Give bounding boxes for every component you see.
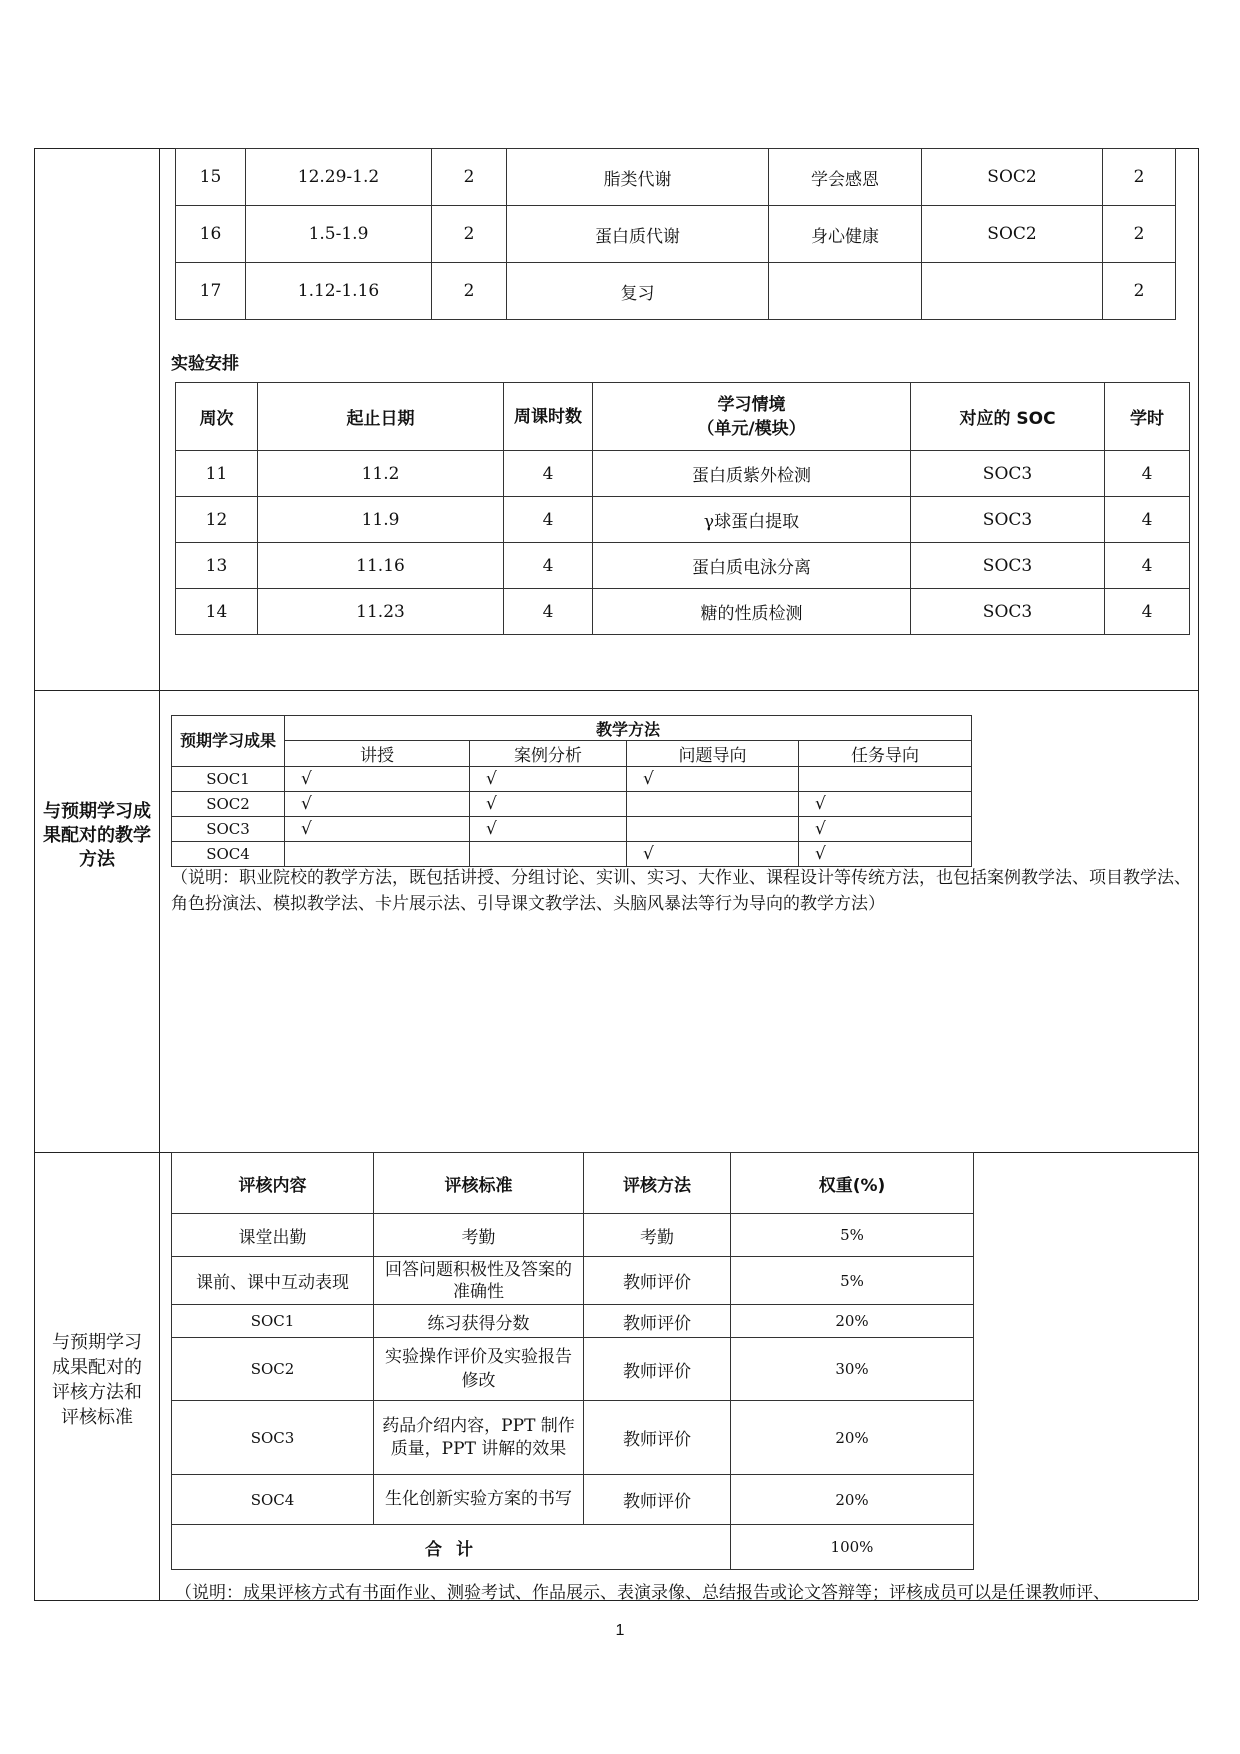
method-case: 案例分析 (470, 741, 627, 767)
topic-cell: γ球蛋白提取 (593, 497, 911, 543)
hours-cell: 4 (504, 589, 593, 635)
weight-cell: 20% (731, 1401, 974, 1475)
topic-cell: 蛋白质代谢 (507, 206, 769, 263)
content-cell: 课堂出勤 (172, 1214, 374, 1257)
ideology-cell: 学会感恩 (769, 149, 922, 206)
content-cell: SOC2 (172, 1338, 374, 1401)
header-hours: 周课时数 (504, 383, 593, 451)
table-row (172, 767, 972, 792)
soc-cell: SOC2 (922, 149, 1103, 206)
table-row (176, 206, 1176, 263)
method-task: 任务导向 (799, 741, 972, 767)
header-weight: 权重(%) (731, 1153, 974, 1214)
dates-cell: 1.12-1.16 (246, 263, 432, 320)
topic-cell: 复习 (507, 263, 769, 320)
standard-cell: 生化创新实验方案的书写 (374, 1475, 584, 1525)
table-row (172, 1475, 974, 1525)
ideology-cell (769, 263, 922, 320)
table-row (172, 842, 972, 867)
hours-cell: 4 (504, 451, 593, 497)
credit-cell: 2 (1103, 149, 1176, 206)
page-number: 1 (615, 1622, 625, 1639)
soc-cell: SOC3 (911, 589, 1105, 635)
header-methods: 教学方法 (285, 716, 972, 741)
teaching-side-label: 与预期学习成果配对的教学方法 (43, 801, 151, 870)
table-row (172, 817, 972, 842)
soc-cell: SOC3 (172, 817, 285, 842)
header-standard: 评核标准 (374, 1153, 584, 1214)
ideology-cell: 身心健康 (769, 206, 922, 263)
header-week: 周次 (176, 383, 258, 451)
table-row (172, 1401, 974, 1475)
week-cell: 11 (176, 451, 258, 497)
credit-cell: 4 (1105, 589, 1190, 635)
weight-cell: 20% (731, 1475, 974, 1525)
check-cell: √ (285, 792, 470, 817)
header-credit: 学时 (1105, 383, 1190, 451)
table-row (172, 1338, 974, 1401)
experiment-table (175, 382, 1190, 635)
topic-cell: 糖的性质检测 (593, 589, 911, 635)
topic-cell: 脂类代谢 (507, 149, 769, 206)
week-cell: 13 (176, 543, 258, 589)
frame-divider-1 (34, 690, 1198, 691)
assessment-side-label: 与预期学习成果配对的评核方法和评核标准 (52, 1332, 142, 1428)
soc-cell: SOC4 (172, 842, 285, 867)
header-outcome: 预期学习成果 (172, 716, 285, 767)
weight-cell: 30% (731, 1338, 974, 1401)
check-cell: √ (627, 767, 799, 792)
hours-cell: 4 (504, 543, 593, 589)
check-cell: √ (470, 792, 627, 817)
dates-cell: 11.16 (258, 543, 504, 589)
week-cell: 16 (176, 206, 246, 263)
credit-cell: 4 (1105, 451, 1190, 497)
soc-cell: SOC3 (911, 543, 1105, 589)
frame-col-sep (159, 148, 160, 1600)
check-cell: √ (799, 817, 972, 842)
hours-cell: 4 (504, 497, 593, 543)
method-cell: 教师评价 (584, 1401, 731, 1475)
table-header-row (172, 741, 972, 767)
table-row (176, 497, 1190, 543)
method-cell: 教师评价 (584, 1338, 731, 1401)
standard-cell: 考勤 (374, 1214, 584, 1257)
week-cell: 12 (176, 497, 258, 543)
check-cell: √ (799, 792, 972, 817)
week-cell: 17 (176, 263, 246, 320)
dates-cell: 11.23 (258, 589, 504, 635)
table-header-row (172, 716, 972, 741)
frame-right (1198, 148, 1199, 1600)
total-value: 100% (731, 1525, 974, 1570)
check-cell: √ (285, 817, 470, 842)
dates-cell: 1.5-1.9 (246, 206, 432, 263)
standard-cell: 药品介绍内容，PPT 制作质量，PPT 讲解的效果 (374, 1401, 584, 1475)
soc-cell: SOC2 (172, 792, 285, 817)
table-row (172, 1257, 974, 1305)
table-row (172, 1305, 974, 1338)
content-cell: 课前、课中互动表现 (172, 1257, 374, 1305)
table-row (176, 589, 1190, 635)
weight-cell: 5% (731, 1214, 974, 1257)
soc-cell: SOC3 (911, 497, 1105, 543)
check-cell (799, 767, 972, 792)
table-row (172, 1214, 974, 1257)
standard-cell: 回答问题积极性及答案的准确性 (374, 1257, 584, 1305)
credit-cell: 4 (1105, 543, 1190, 589)
soc-cell: SOC1 (172, 767, 285, 792)
topic-cell: 蛋白质电泳分离 (593, 543, 911, 589)
check-cell: √ (799, 842, 972, 867)
weight-cell: 5% (731, 1257, 974, 1305)
header-method: 评核方法 (584, 1153, 731, 1214)
assessment-note: （说明：成果评核方式有书面作业、测验考试、作品展示、表演录像、总结报告或论文答辩等；评核成员可以是任课教师评、 (175, 1583, 1110, 1603)
check-cell (627, 792, 799, 817)
soc-cell: SOC2 (922, 206, 1103, 263)
soc-cell (922, 263, 1103, 320)
content-cell: SOC1 (172, 1305, 374, 1338)
check-cell: √ (470, 767, 627, 792)
method-cell: 教师评价 (584, 1305, 731, 1338)
credit-cell: 4 (1105, 497, 1190, 543)
hours-cell: 2 (432, 149, 507, 206)
teaching-methods-table (171, 715, 972, 867)
total-label: 合 计 (172, 1525, 731, 1570)
schedule-table (175, 148, 1176, 320)
header-content: 评核内容 (172, 1153, 374, 1214)
check-cell: √ (627, 842, 799, 867)
experiment-heading: 实验安排 (171, 354, 239, 374)
method-cell: 考勤 (584, 1214, 731, 1257)
dates-cell: 11.9 (258, 497, 504, 543)
check-cell: √ (285, 767, 470, 792)
soc-cell: SOC3 (911, 451, 1105, 497)
method-cell: 教师评价 (584, 1475, 731, 1525)
method-cell: 教师评价 (584, 1257, 731, 1305)
hours-cell: 2 (432, 263, 507, 320)
table-row (172, 792, 972, 817)
check-cell: √ (470, 817, 627, 842)
frame-left (34, 148, 35, 1600)
table-row (176, 263, 1176, 320)
credit-cell: 2 (1103, 206, 1176, 263)
hours-cell: 2 (432, 206, 507, 263)
standard-cell: 练习获得分数 (374, 1305, 584, 1338)
check-cell (285, 842, 470, 867)
total-row (172, 1525, 974, 1570)
teaching-note: （说明：职业院校的教学方法，既包括讲授、分组讨论、实训、实习、大作业、课程设计等传统方法，也包括案例教学法、项目教学法、角色扮演法、模拟教学法、卡片展示法、引导课文教学法、头脑风暴法等行为导向的教学方法） (171, 868, 1191, 914)
topic-cell: 蛋白质紫外检测 (593, 451, 911, 497)
table-header-row (176, 383, 1190, 451)
assessment-table (171, 1152, 974, 1570)
method-lecture: 讲授 (285, 741, 470, 767)
dates-cell: 12.29-1.2 (246, 149, 432, 206)
content-cell: SOC3 (172, 1401, 374, 1475)
method-problem: 问题导向 (627, 741, 799, 767)
content-cell: SOC4 (172, 1475, 374, 1525)
table-header-row (172, 1153, 974, 1214)
weight-cell: 20% (731, 1305, 974, 1338)
check-cell (627, 817, 799, 842)
standard-cell: 实验操作评价及实验报告修改 (374, 1338, 584, 1401)
header-dates: 起止日期 (258, 383, 504, 451)
check-cell (470, 842, 627, 867)
table-row (176, 543, 1190, 589)
dates-cell: 11.2 (258, 451, 504, 497)
week-cell: 14 (176, 589, 258, 635)
table-row (176, 149, 1176, 206)
credit-cell: 2 (1103, 263, 1176, 320)
table-row (176, 451, 1190, 497)
week-cell: 15 (176, 149, 246, 206)
header-situation: 学习情境 （单元/模块） (593, 383, 911, 451)
header-soc: 对应的 SOC (911, 383, 1105, 451)
